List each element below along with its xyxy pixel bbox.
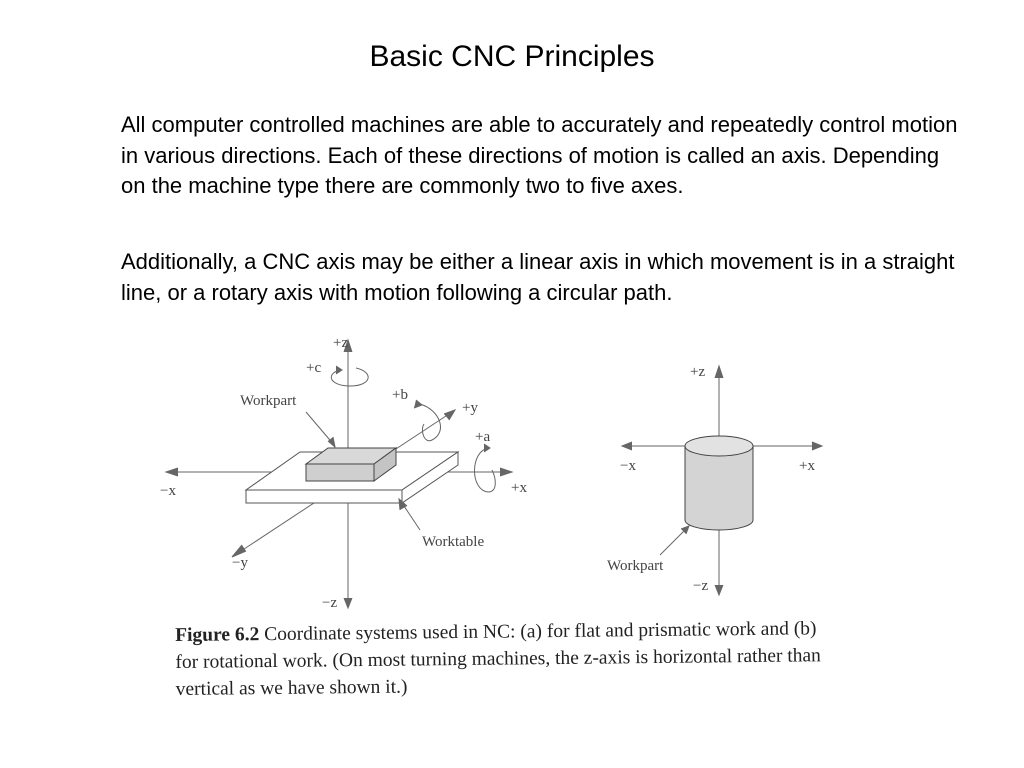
b-workpart-label: Workpart — [607, 558, 664, 574]
a-plus-x-label: +x — [511, 480, 527, 496]
intro-paragraph: All computer controlled machines are able to accurately and repeatedly control motion in various directions. Each of these directions of motion is called an axis. Depending on the machine type there are commonly two to five axes. — [121, 112, 958, 198]
b-plus-x-label: +x — [799, 458, 815, 474]
figure-caption — [175, 615, 836, 703]
figure-a — [166, 340, 512, 608]
a-plus-b-label: +b — [392, 387, 408, 403]
a-worktable-label: Worktable — [422, 534, 485, 550]
a-minus-y-label: −y — [232, 555, 248, 571]
a-minus-z-label: −z — [322, 595, 338, 611]
a-workpart-label: Workpart — [240, 393, 297, 409]
b-minus-x-label: −x — [620, 458, 636, 474]
b-rotation-arrow — [420, 404, 441, 441]
page-title: Basic CNC Principles — [369, 40, 655, 73]
a-minus-x-label: −x — [160, 483, 176, 499]
b-minus-z-label: −z — [693, 578, 709, 594]
a-plus-y-label: +y — [462, 400, 478, 416]
axis-type-paragraph: Additionally, a CNC axis may be either a linear axis in which movement is in a straight line, or a rotary axis with motion following a circular path. — [121, 249, 955, 305]
workpart-cylinder — [685, 436, 753, 530]
b-plus-z-label: +z — [690, 364, 706, 380]
a-plus-c-label: +c — [306, 360, 322, 376]
a-rotation-arrow — [475, 448, 496, 492]
a-plus-a-label: +a — [475, 429, 491, 445]
a-plus-z-label: +z — [333, 335, 349, 351]
caption-text: Coordinate systems used in NC: (a) for flat and prismatic work and (b) for rotational work. (On most turning machines, the z-axis is horizontal rather than vertical as we have shown it.) — [175, 618, 821, 700]
caption-label: Figure 6.2 — [175, 624, 260, 646]
